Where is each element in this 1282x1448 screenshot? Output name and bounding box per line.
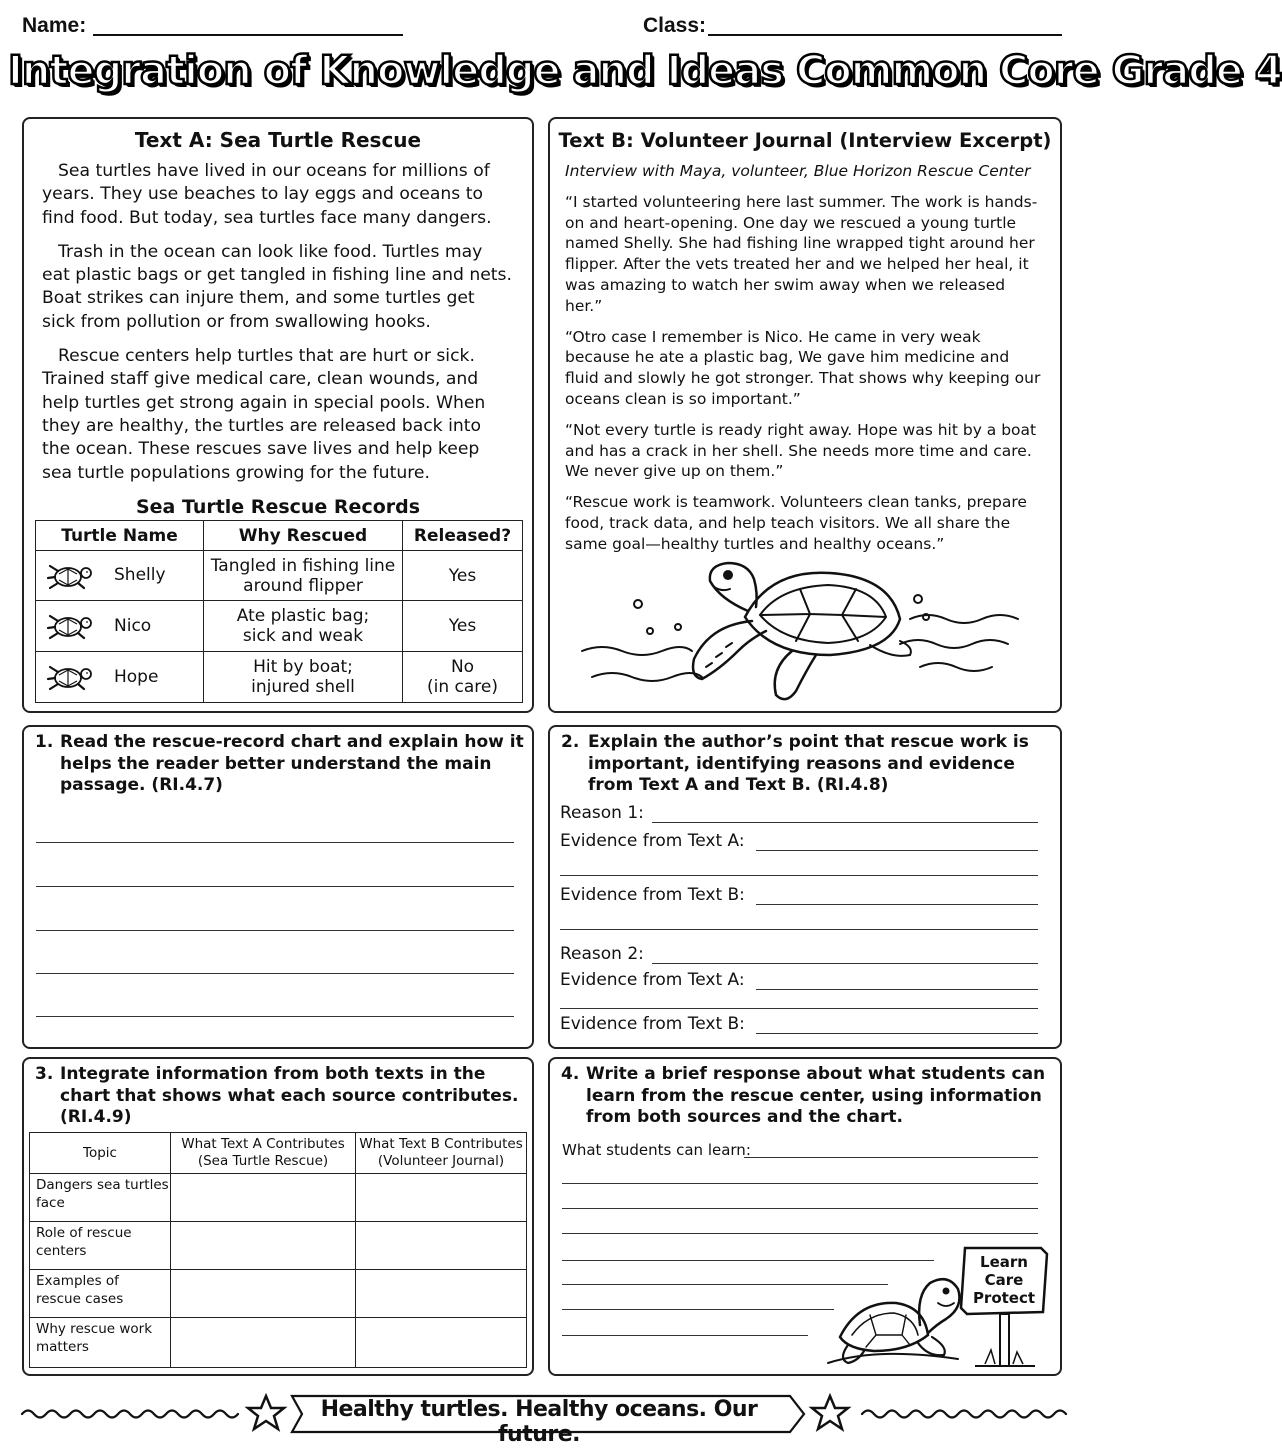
sign-word: Care	[984, 1271, 1024, 1289]
topic-cell	[30, 1270, 171, 1318]
answer-line[interactable]	[562, 1183, 1038, 1184]
records-released-line: (in care)	[426, 677, 498, 697]
answer-line[interactable]	[36, 1016, 514, 1017]
col-text-a-line: What Text A Contributes	[181, 1136, 345, 1152]
interview-quote: “Otro case I remember is Nico. He came in very weak because he ate a plastic bag, We gave him medicine and fluid and slowly he got stronger. That shows why keeping our oceans clean is so important.”	[565, 327, 1041, 408]
sign-word: Protect	[972, 1289, 1036, 1307]
table-row	[30, 1318, 527, 1368]
question-4-text: Write a brief response about what students can learn from the rescue center, using information from both sources and the chart.	[586, 1064, 1046, 1127]
evidence-b-field[interactable]	[756, 1033, 1038, 1034]
records-header-row	[36, 521, 523, 551]
question-3-number: 3.	[35, 1064, 54, 1084]
records-why-line: sick and weak	[242, 626, 364, 646]
table-row	[30, 1174, 527, 1222]
table-row	[36, 601, 523, 652]
records-why-line: Hit by boat;	[253, 657, 353, 677]
sign-text	[964, 1253, 1044, 1307]
question-3-panel	[22, 1057, 534, 1376]
turtle-icon	[44, 561, 94, 591]
col-topic-header: Topic	[30, 1133, 171, 1174]
question-1-text: Read the rescue-record chart and explain how it helps the reader better understand the main passage. (RI.4.7)	[60, 732, 524, 795]
question-4	[561, 1064, 1051, 1129]
name-field[interactable]	[93, 34, 403, 36]
page-title: Integration of Knowledge and Ideas Common Core Grade 4	[8, 48, 1282, 94]
records-released-line: No	[450, 657, 475, 677]
records-why-line: around flipper	[243, 575, 363, 596]
col-text-b-line: What Text B Contributes	[359, 1136, 523, 1152]
answer-line[interactable]	[560, 875, 1038, 876]
question-3-text: Integrate information from both texts in the chart that shows what each source contributes. (RI.4.9)	[60, 1064, 519, 1127]
reason-1-field[interactable]	[652, 822, 1038, 823]
interview-quote: “Rescue work is teamwork. Volunteers clean tanks, prepare food, track data, and help teach visitors. We all share the same goal—healthy turtles and healthy oceans.”	[565, 493, 1027, 553]
answer-line[interactable]	[36, 886, 514, 887]
text-a-answer-cell[interactable]	[171, 1318, 356, 1368]
records-header-name: Turtle Name	[36, 521, 204, 551]
sea-turtle-illustration	[570, 559, 1044, 707]
topic-line: Why rescue work	[36, 1321, 153, 1337]
topic-cell	[30, 1222, 171, 1270]
question-4-panel	[548, 1057, 1062, 1376]
records-cell-name	[36, 551, 204, 601]
text-b-subtitle: Interview with Maya, volunteer, Blue Horizon Rescue Center	[565, 162, 1031, 180]
records-turtle-name: Shelly	[114, 565, 166, 585]
records-cell-name	[36, 601, 204, 652]
text-a-paragraph: Trash in the ocean can look like food. Turtles may eat plastic bags or get tangled in fishing line and nets. Boat strikes can injure them, and some turtles get sick from pollution or from swallowing hooks.	[42, 241, 512, 332]
text-a-paragraph: Sea turtles have lived in our oceans for millions of years. They use beaches to lay eggs and oceans to find food. But today, sea turtles face many dangers.	[42, 161, 492, 228]
turtle-icon	[44, 611, 94, 641]
question-4-number: 4.	[561, 1064, 580, 1084]
answer-line[interactable]	[562, 1208, 1038, 1209]
records-cell-why	[204, 652, 403, 703]
records-why-line: injured shell	[251, 677, 355, 697]
question-3	[35, 1064, 525, 1129]
turtle-icon	[44, 662, 94, 692]
col-text-a-line: (Sea Turtle Rescue)	[197, 1153, 329, 1169]
records-cell-why	[204, 551, 403, 601]
text-b-body	[565, 161, 1043, 565]
records-header-why: Why Rescued	[204, 521, 403, 551]
answer-line[interactable]	[562, 1309, 834, 1310]
answer-line[interactable]	[562, 1233, 1038, 1234]
records-cell-why	[204, 601, 403, 652]
table-row	[36, 652, 523, 703]
text-b-answer-cell[interactable]	[356, 1318, 527, 1368]
answer-line[interactable]	[36, 930, 514, 931]
evidence-a-field[interactable]	[756, 850, 1038, 851]
learn-prompt-field[interactable]	[744, 1157, 1038, 1158]
text-a-answer-cell[interactable]	[171, 1270, 356, 1318]
class-label: Class:	[643, 14, 707, 37]
topic-line: Dangers sea turtles	[36, 1177, 169, 1193]
learn-prompt-label: What students can learn:	[562, 1141, 751, 1159]
records-why-line: Tangled in fishing line	[210, 555, 396, 576]
topic-line: Examples of	[36, 1273, 119, 1289]
contributions-table	[29, 1132, 527, 1368]
records-why-line: Ate plastic bag;	[236, 606, 370, 626]
topic-cell	[30, 1174, 171, 1222]
question-1-number: 1.	[35, 732, 54, 752]
text-a-paragraph: Rescue centers help turtles that are hurt or sick. Trained staff give medical care, clean wounds, and help turtles get strong again in special pools. When they are healthy, the turtles are released back into the ocean. These rescues save lives and help keep sea turtle populations growing for the future.	[42, 346, 486, 483]
sign-word: Learn	[980, 1253, 1028, 1271]
reason-2-field[interactable]	[652, 963, 1038, 964]
contributions-header-row	[30, 1133, 527, 1174]
answer-line[interactable]	[36, 973, 514, 974]
interview-quote: “Not every turtle is ready right away. Hope was hit by a boat and has a crack in her shell. She needs more time and care. We never give up on them.”	[565, 420, 1037, 481]
records-table	[35, 520, 523, 703]
question-1	[35, 732, 525, 797]
answer-line[interactable]	[36, 842, 514, 843]
records-cell-released	[403, 551, 523, 601]
records-released-line: Yes	[448, 616, 477, 636]
records-released-line: Yes	[448, 565, 477, 586]
topic-line: matters	[36, 1338, 89, 1355]
topic-cell	[30, 1318, 171, 1368]
question-2-text: Explain the author’s point that rescue work is important, identifying reasons and evidence from Text A and Text B. (RI.4.8)	[588, 732, 1029, 795]
topic-line: Role of rescue	[36, 1225, 132, 1241]
text-b-answer-cell[interactable]	[356, 1222, 527, 1270]
col-text-b-line: (Volunteer Journal)	[377, 1153, 505, 1169]
records-cell-name	[36, 652, 204, 703]
evidence-a-label: Evidence from Text A:	[560, 970, 745, 990]
records-turtle-name: Hope	[114, 667, 159, 687]
reason-2-label: Reason 2:	[560, 944, 644, 964]
footer-banner: Healthy turtles. Healthy oceans. Our future.	[320, 1397, 758, 1447]
text-a-body	[42, 160, 512, 496]
question-1-panel	[22, 725, 534, 1049]
text-a-title: Text A: Sea Turtle Rescue	[134, 128, 422, 152]
text-b-answer-cell[interactable]	[356, 1270, 527, 1318]
text-a-answer-cell[interactable]	[171, 1222, 356, 1270]
col-text-b-header	[356, 1133, 527, 1174]
table-row	[30, 1270, 527, 1318]
name-label: Name:	[22, 14, 87, 37]
topic-line: centers	[36, 1242, 87, 1259]
text-a-answer-cell[interactable]	[171, 1174, 356, 1222]
reason-1-label: Reason 1:	[560, 803, 644, 823]
question-2-number: 2.	[561, 732, 580, 752]
evidence-b-label: Evidence from Text B:	[560, 885, 745, 905]
table-row	[36, 551, 523, 601]
records-title: Sea Turtle Rescue Records	[135, 496, 421, 518]
records-cell-released	[403, 652, 523, 703]
answer-line[interactable]	[560, 1008, 1038, 1009]
answer-line[interactable]	[562, 1260, 934, 1261]
evidence-a-label: Evidence from Text A:	[560, 831, 745, 851]
col-text-a-header	[171, 1133, 356, 1174]
topic-line: rescue cases	[36, 1290, 124, 1307]
question-2-panel	[548, 725, 1062, 1049]
baby-turtle-illustration	[818, 1267, 968, 1371]
records-header-released: Released?	[403, 521, 523, 551]
topic-line: face	[36, 1194, 65, 1211]
records-cell-released	[403, 601, 523, 652]
answer-line[interactable]	[560, 929, 1038, 930]
evidence-a-field[interactable]	[756, 989, 1038, 990]
answer-line[interactable]	[562, 1335, 808, 1336]
evidence-b-field[interactable]	[756, 904, 1038, 905]
text-b-panel	[548, 117, 1062, 713]
records-turtle-name: Nico	[114, 616, 152, 636]
class-field[interactable]	[708, 34, 1062, 36]
text-a-panel	[22, 117, 534, 713]
evidence-b-label: Evidence from Text B:	[560, 1014, 745, 1034]
interview-quote: “I started volunteering here last summer. The work is hands-on and heart-opening. One day we rescued a young turtle named Shelly. She had fishing line wrapped tight around her flipper. After the vets treated her and we helped her heal, it was amazing to watch her swim away when we released her.”	[565, 192, 1038, 315]
table-row	[30, 1222, 527, 1270]
text-b-answer-cell[interactable]	[356, 1174, 527, 1222]
question-2	[561, 732, 1051, 797]
text-b-title: Text B: Volunteer Journal (Interview Excerpt)	[558, 129, 1052, 152]
